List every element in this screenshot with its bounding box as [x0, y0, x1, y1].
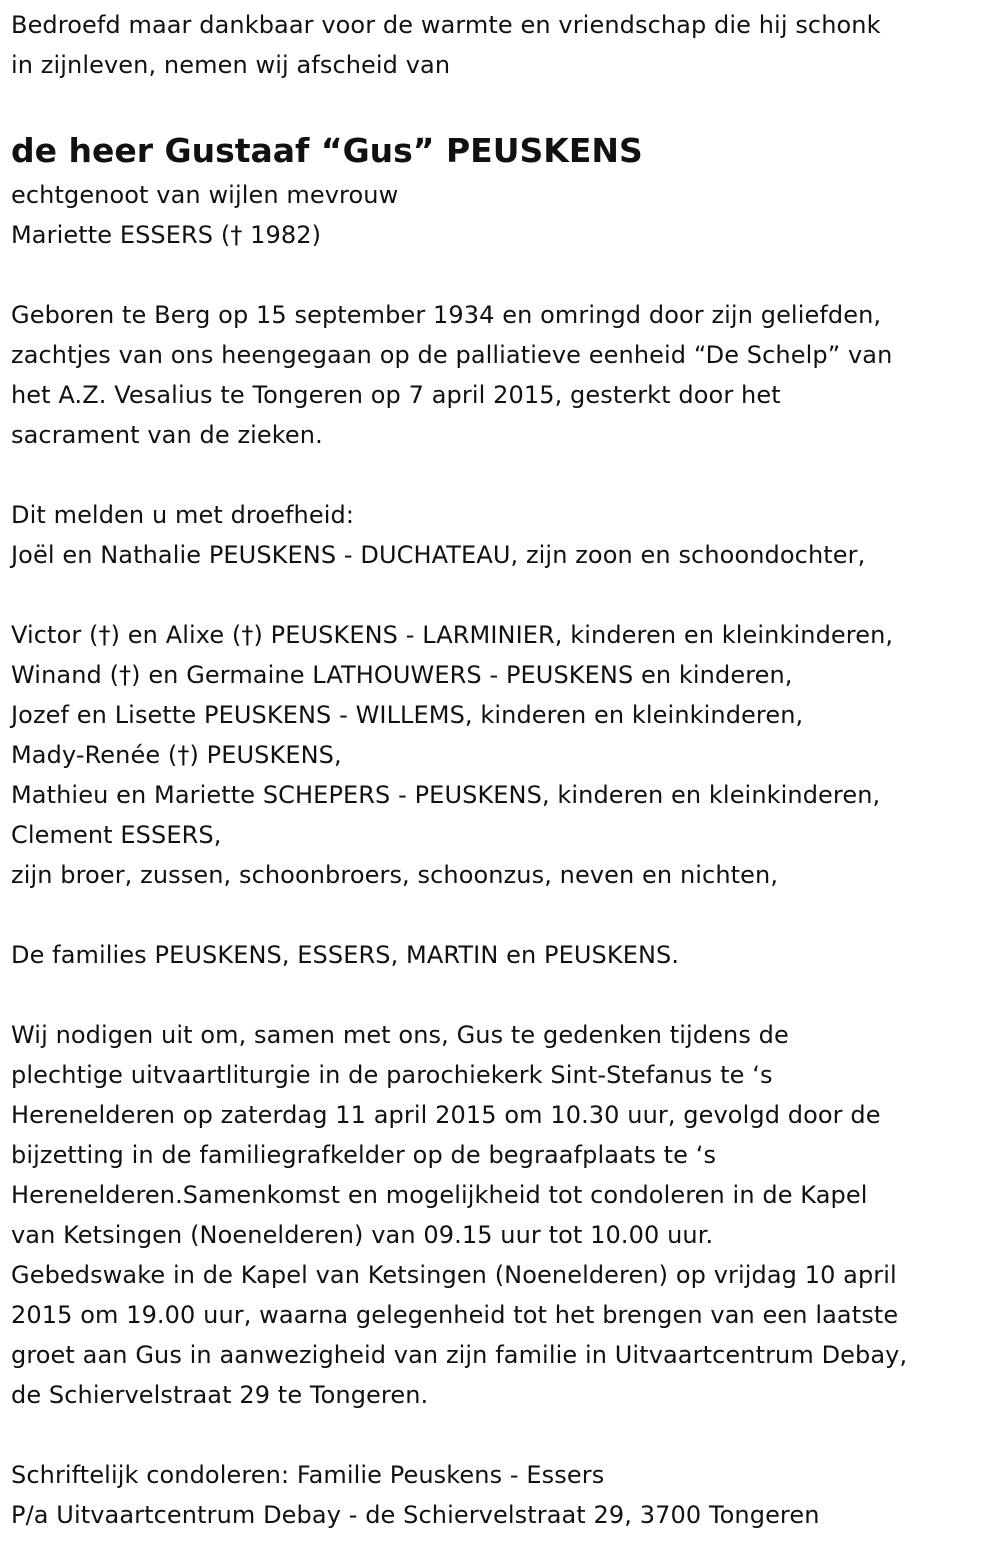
relative-line: Jozef en Lisette PEUSKENS - WILLEMS, kinderen en kleinkinderen, — [11, 701, 804, 729]
ceremony-line: Herenelderen op zaterdag 11 april 2015 om 10.30 uur, gevolgd door de — [11, 1101, 881, 1129]
birth-death-line: het A.Z. Vesalius te Tongeren op 7 april 2015, gesterkt door het — [11, 381, 781, 409]
condolences-line: Schriftelijk condoleren: Familie Peuskens - Essers — [11, 1461, 605, 1489]
ceremony-line: plechtige uitvaartliturgie in de parochiekerk Sint-Stefanus te ‘s — [11, 1061, 773, 1089]
spouse-paragraph — [11, 175, 996, 255]
announce-paragraph — [11, 495, 996, 575]
relative-line: Victor (†) en Alixe (†) PEUSKENS - LARMINIER, kinderen en kleinkinderen, — [11, 621, 894, 649]
birth-death-line: sacrament van de zieken. — [11, 421, 323, 449]
ceremony-line: Gebedswake in de Kapel van Ketsingen (Noenelderen) op vrijdag 10 april — [11, 1261, 897, 1289]
birth-death-paragraph — [11, 295, 996, 455]
ceremony-paragraph — [11, 1015, 996, 1415]
relatives-paragraph — [11, 615, 996, 895]
paragraph-spacer — [11, 1415, 996, 1455]
relative-line: Mathieu en Mariette SCHEPERS - PEUSKENS, kinderen en kleinkinderen, — [11, 781, 881, 809]
announce-line: Dit melden u met droefheid: — [11, 501, 355, 529]
ceremony-line: Wij nodigen uit om, samen met ons, Gus te gedenken tijdens de — [11, 1021, 789, 1049]
ceremony-line: bijzetting in de familiegrafkelder op de begraafplaats te ‘s — [11, 1141, 717, 1169]
intro-line: Bedroefd maar dankbaar voor de warmte en vriendschap die hij schonk — [11, 11, 881, 39]
relative-line: Clement ESSERS, — [11, 821, 222, 849]
relative-line: Winand (†) en Germaine LATHOUWERS - PEUSKENS en kinderen, — [11, 661, 793, 689]
paragraph-spacer — [11, 455, 996, 495]
condolences-address: P/a Uitvaartcentrum Debay - de Schiervelstraat 29, 3700 Tongeren — [11, 1501, 820, 1529]
ceremony-line: van Ketsingen (Noenelderen) van 09.15 uur tot 10.00 uur. — [11, 1221, 714, 1249]
spouse-line: Mariette ESSERS († 1982) — [11, 221, 322, 249]
ceremony-line: de Schiervelstraat 29 te Tongeren. — [11, 1381, 429, 1409]
relative-line: zijn broer, zussen, schoonbroers, schoonzus, neven en nichten, — [11, 861, 779, 889]
ceremony-line: Herenelderen.Samenkomst en mogelijkheid tot condoleren in de Kapel — [11, 1181, 868, 1209]
ceremony-line: groet aan Gus in aanwezigheid van zijn familie in Uitvaartcentrum Debay, — [11, 1341, 908, 1369]
birth-death-line: Geboren te Berg op 15 september 1934 en omringd door zijn geliefden, — [11, 301, 882, 329]
paragraph-spacer — [11, 975, 996, 1015]
intro-paragraph — [11, 5, 996, 85]
ceremony-line: 2015 om 19.00 uur, waarna gelegenheid tot het brengen van een laatste — [11, 1301, 899, 1329]
paragraph-spacer — [11, 895, 996, 935]
paragraph-spacer — [11, 575, 996, 615]
families-line: De families PEUSKENS, ESSERS, MARTIN en PEUSKENS. — [11, 941, 680, 969]
birth-death-line: zachtjes van ons heengegaan op de palliatieve eenheid “De Schelp” van — [11, 341, 893, 369]
obituary-notice — [11, 0, 996, 1535]
announce-line: Joël en Nathalie PEUSKENS - DUCHATEAU, zijn zoon en schoondochter, — [11, 541, 866, 569]
intro-line: in zijnleven, nemen wij afscheid van — [11, 51, 451, 79]
spouse-line: echtgenoot van wijlen mevrouw — [11, 181, 399, 209]
families-paragraph — [11, 935, 996, 975]
deceased-name: de heer Gustaaf “Gus” PEUSKENS — [11, 131, 643, 170]
condolences-paragraph — [11, 1455, 996, 1535]
relative-line: Mady-Renée (†) PEUSKENS, — [11, 741, 342, 769]
